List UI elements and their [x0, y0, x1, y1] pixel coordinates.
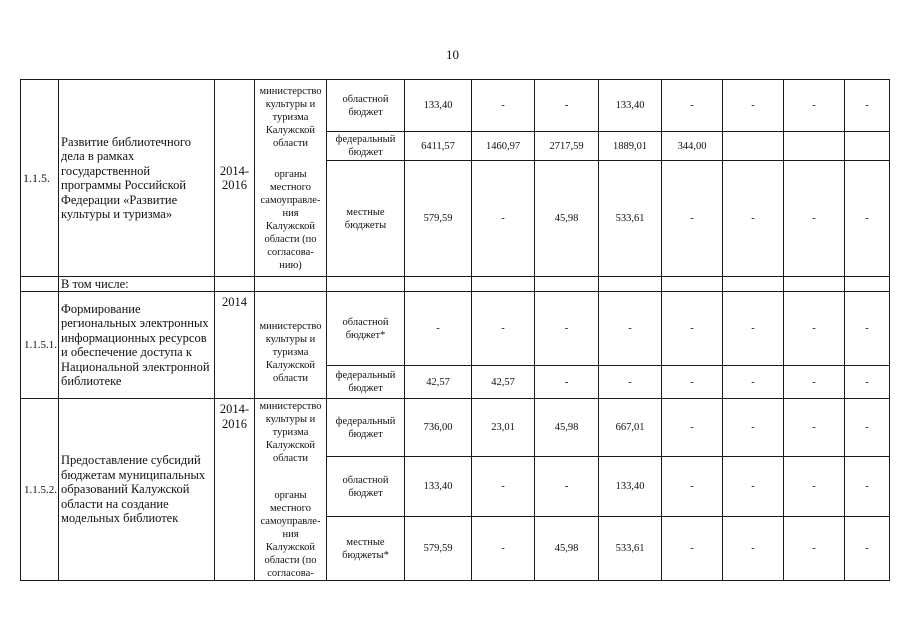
- value-cell: -: [535, 80, 599, 132]
- table-row: [21, 80, 890, 132]
- value-cell: 1460,97: [472, 132, 535, 161]
- value-cell: 45,98: [535, 399, 599, 457]
- value-cell: [723, 132, 784, 161]
- funding-source: федеральный бюджет: [327, 132, 405, 161]
- value-cell: -: [723, 161, 784, 277]
- funding-source: федеральный бюджет: [327, 366, 405, 399]
- table-row: [21, 292, 890, 366]
- value-cell: 42,57: [405, 366, 472, 399]
- executor-secondary: органы местного самоуправле-ния Калужской области (по согласова-нию): [260, 168, 321, 271]
- funding-source: областной бюджет: [327, 80, 405, 132]
- activity-title: Формирование региональных электронных информационных ресурсов и обеспечение доступа к Национальной электронной библиотеке: [59, 292, 215, 399]
- value-cell: -: [784, 292, 845, 366]
- value-cell: 1889,01: [599, 132, 662, 161]
- page-number: 10: [446, 47, 459, 62]
- value-cell: -: [472, 161, 535, 277]
- executor-cell: [255, 292, 327, 399]
- value-cell: -: [784, 399, 845, 457]
- value-cell: -: [723, 292, 784, 366]
- value-cell: -: [405, 292, 472, 366]
- value-cell: [784, 132, 845, 161]
- value-cell: -: [723, 457, 784, 517]
- value-cell: -: [784, 161, 845, 277]
- value-cell: 533,61: [599, 517, 662, 581]
- value-cell: -: [723, 517, 784, 581]
- executor-primary: министерство культуры и туризма Калужской области: [259, 85, 322, 149]
- row-number: 1.1.5.: [21, 80, 59, 277]
- value-cell: -: [599, 292, 662, 366]
- executor-secondary: органы местного самоуправле-ния Калужской области (по согласова-: [260, 489, 321, 579]
- value-cell: 133,40: [599, 80, 662, 132]
- value-cell: -: [845, 80, 890, 132]
- value-cell: 579,59: [405, 161, 472, 277]
- value-cell: -: [784, 457, 845, 517]
- value-cell: 133,40: [405, 457, 472, 517]
- value-cell: -: [662, 161, 723, 277]
- activity-title: Развитие библиотечного дела в рамках государственной программы Российской Федерации «Развитие культуры и туризма»: [59, 80, 215, 277]
- value-cell: -: [662, 517, 723, 581]
- value-cell: -: [472, 457, 535, 517]
- value-cell: -: [845, 399, 890, 457]
- value-cell: -: [723, 399, 784, 457]
- value-cell: 133,40: [405, 80, 472, 132]
- value-cell: -: [845, 457, 890, 517]
- value-cell: -: [472, 517, 535, 581]
- value-cell: -: [662, 292, 723, 366]
- value-cell: -: [535, 292, 599, 366]
- executor-cell: [255, 80, 327, 277]
- row-number: 1.1.5.2.: [21, 399, 59, 581]
- value-cell: 45,98: [535, 517, 599, 581]
- value-cell: -: [662, 366, 723, 399]
- table-row: [21, 399, 890, 457]
- value-cell: 133,40: [599, 457, 662, 517]
- value-cell: 579,59: [405, 517, 472, 581]
- value-cell: -: [599, 366, 662, 399]
- years-cell: 2014- 2016: [215, 80, 255, 277]
- value-cell: -: [472, 292, 535, 366]
- activity-title: Предоставление субсидий бюджетам муниципальных образований Калужской области на создание модельных библиотек: [59, 399, 215, 581]
- funding-source: областной бюджет*: [327, 292, 405, 366]
- budget-table: [20, 79, 890, 581]
- value-cell: -: [784, 80, 845, 132]
- value-cell: -: [784, 366, 845, 399]
- executor-cell: [255, 399, 327, 581]
- funding-source: местные бюджеты: [327, 161, 405, 277]
- executor-primary: министерство культуры и туризма Калужской области: [259, 400, 322, 464]
- value-cell: 344,00: [662, 132, 723, 161]
- row-number: 1.1.5.1.: [21, 292, 59, 399]
- value-cell: -: [845, 292, 890, 366]
- value-cell: -: [845, 366, 890, 399]
- funding-source: областной бюджет: [327, 457, 405, 517]
- value-cell: -: [535, 366, 599, 399]
- value-cell: -: [662, 399, 723, 457]
- executor-primary: министерство культуры и туризма Калужской области: [259, 320, 322, 384]
- table-row: [21, 277, 890, 292]
- value-cell: -: [535, 457, 599, 517]
- value-cell: -: [472, 80, 535, 132]
- value-cell: -: [845, 161, 890, 277]
- value-cell: 45,98: [535, 161, 599, 277]
- value-cell: 6411,57: [405, 132, 472, 161]
- value-cell: 23,01: [472, 399, 535, 457]
- value-cell: -: [723, 80, 784, 132]
- value-cell: 667,01: [599, 399, 662, 457]
- years-cell: 2014- 2016: [215, 399, 255, 581]
- value-cell: 42,57: [472, 366, 535, 399]
- value-cell: 2717,59: [535, 132, 599, 161]
- value-cell: -: [723, 366, 784, 399]
- funding-source: местные бюджеты*: [327, 517, 405, 581]
- years-cell: 2014: [215, 292, 255, 399]
- value-cell: [845, 132, 890, 161]
- value-cell: -: [662, 80, 723, 132]
- value-cell: -: [845, 517, 890, 581]
- value-cell: 736,00: [405, 399, 472, 457]
- value-cell: -: [784, 517, 845, 581]
- funding-source: федеральный бюджет: [327, 399, 405, 457]
- value-cell: 533,61: [599, 161, 662, 277]
- value-cell: -: [662, 457, 723, 517]
- section-note: В том числе:: [59, 277, 215, 292]
